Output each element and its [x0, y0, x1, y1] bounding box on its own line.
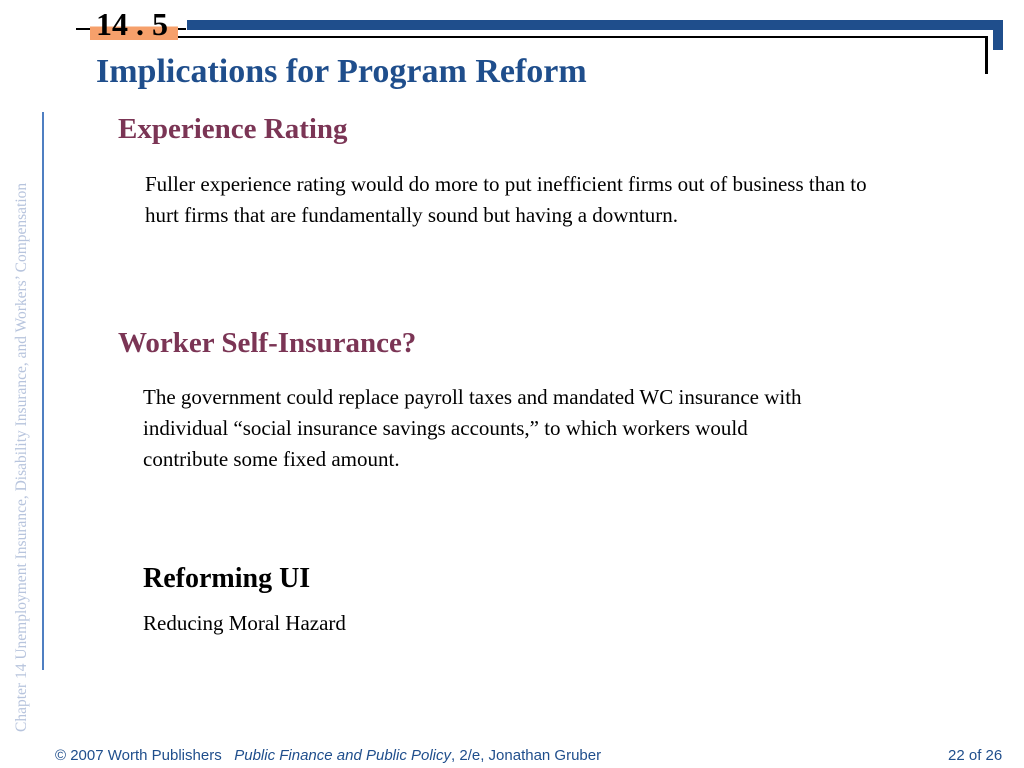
slide-title: Implications for Program Reform	[96, 53, 587, 90]
footer-edition-author: , 2/e, Jonathan Gruber	[451, 747, 602, 764]
footer-book-title: Public Finance and Public Policy	[234, 747, 452, 764]
header-tick-right	[178, 28, 186, 30]
header-tick-left	[76, 28, 90, 30]
footer-credits	[55, 746, 601, 766]
heading-worker-self-insurance: Worker Self-Insurance?	[118, 327, 417, 359]
sidebar-chapter-text: Chapter 14 Unemployment Insurance, Disability Insurance, and Workers’ Compensation	[13, 182, 30, 732]
header-rule	[172, 36, 986, 38]
heading-experience-rating: Experience Rating	[118, 113, 348, 145]
body-worker-self-insurance: The government could replace payroll taxes and mandated WC insurance with individual “social insurance savings accounts,” to which workers would contribute some fixed amount.	[143, 385, 802, 471]
section-number: 14 . 5	[96, 6, 168, 42]
body-reforming-ui: Reducing Moral Hazard	[143, 611, 346, 635]
header-corner-black	[985, 36, 988, 74]
heading-reforming-ui: Reforming UI	[143, 563, 311, 594]
sidebar-rule	[42, 112, 44, 670]
page-indicator: 22 of 26	[948, 747, 1003, 764]
footer-copyright: © 2007 Worth Publishers	[55, 747, 222, 764]
header-bar	[187, 20, 1002, 30]
header-corner-blue	[993, 20, 1003, 50]
body-experience-rating: Fuller experience rating would do more to put inefficient firms out of business than to hurt firms that are fundamentally sound but having a downturn.	[145, 172, 867, 227]
